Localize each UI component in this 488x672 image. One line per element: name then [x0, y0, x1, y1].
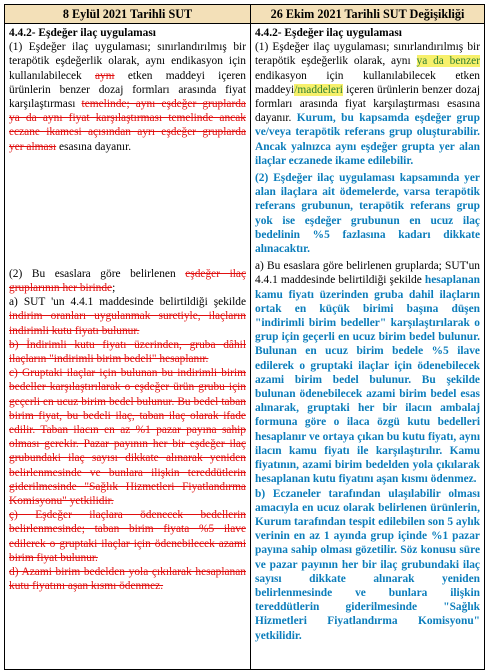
deleted-text: temelinde; aynı eşdeğer gruplarda ya da aynı fiyat karşılaştırması temelinde ancak eczane ikamesi açısından ayrı eşdeğer gruplarda yer alması	[9, 98, 246, 153]
text: a) Bu esaslara göre belirlenen gruplarda; SUT'un 4.4.1 maddesinde belirtildiği şekilde	[255, 260, 480, 287]
text: ;	[112, 282, 116, 295]
new-section-title: 4.4.2- Eşdeğer ilaç uygulaması	[255, 27, 402, 39]
old-paragraph-2	[9, 267, 246, 295]
deleted-text: aynı	[94, 69, 115, 82]
inserted-text: Kurum, bu kapsamda eşdeğer grup ve/veya terapötik referans grup oluşturabilir. Ancak yalnızca aynı eşdeğer grupta yer alan ilaçlar eczanede ikame edilebilir.	[255, 112, 480, 167]
text: (1) Eşdeğer ilaç uygulaması; sınırlandırılmış bir terapötik eşdeğerlik olarak, aynı endikasyon için kullanılabilecek	[9, 41, 246, 82]
text: (1) Eşdeğer ilaç uygulaması; sınırlandırılmış bir terapötik eşdeğerlik olarak, aynı	[255, 41, 480, 68]
old-item-b: b) İndirimli kutu fiyatı üzerinden, gruba dâhil ilaçların "indirimli birim bedeli" hesaplanır.	[9, 338, 246, 366]
old-item-d: d) Azami birim bedelden yola çıkılarak hesaplanan kutu fiyatını aşan kısmı ödenmez.	[9, 566, 246, 593]
old-section-title: 4.4.2- Eşdeğer ilaç uygulaması	[9, 27, 156, 39]
text: içeren ürünlerin benzer dozaj formları arasında fiyat karşılaştırması esasına dayanır.	[255, 83, 480, 125]
inserted-text: /maddeleri	[294, 83, 343, 96]
text: etken maddeyi içeren ürünlerin benzer dozaj formları arasında fiyat karşılaştırması	[9, 69, 246, 111]
blank-space	[9, 154, 246, 267]
inserted-text: ya da benzer	[416, 55, 480, 68]
deleted-text: eşdeğer ilaç gruplarının her birinde	[9, 267, 247, 295]
old-item-cc: ç) Eşdeğer ilaçlara ödenecek bedellerin belirlenmesinde; taban birim fiyata %5 ilave edilerek o gruptaki ilaçlar için ödenebilecek azami birim fiyat bulunur.	[9, 509, 246, 564]
header-old-version: 8 Eylül 2021 Tarihli SUT	[5, 5, 251, 24]
old-item-c: c) Gruptaki ilaçlar için bulunan bu indirimli birim bedeller karşılaştırılarak o eşdeğer ürün grubu için geçerli en ucuz birim bedel bulunur. Bu bedel taban birim fiyat, bu bedeli ilaç, taban ilaç olarak ifade edilir. Taban ilacın en az %1 pazar payına sahip olması gerekir. Pazar payının her bir eşdeğer ilaç grubundaki ilaç sayısı dikkate alınarak yeniden belirlenmesinde ve bunlara ilişkin tereddütlerin giderilmesinde "Sağlık Hizmetleri Fiyatlandırma Komisyonu" yetkilidir.	[9, 367, 246, 508]
text: (2) Bu esaslara göre belirlenen	[9, 267, 186, 280]
text: endikasyon için kullanılabilecek etken maddeyi	[255, 69, 480, 96]
new-version-column	[251, 24, 484, 669]
new-item-a	[255, 259, 480, 486]
header-new-version: 26 Ekim 2021 Tarihli SUT Değişikliği	[251, 5, 484, 24]
old-version-column	[5, 24, 251, 669]
new-paragraph-2: (2) Eşdeğer ilaç uygulaması kapsamında yer alan ilaçlara ait ödemelerde, varsa terapötik referans grubunun, terapötik referans grup yok ise eşdeğer grubunun en ucuz ilaç bedelinin %5 fazlasına kadarı dikkate alınacaktır.	[255, 172, 480, 256]
new-paragraph-1	[255, 40, 480, 168]
text: esasına dayanır.	[56, 140, 132, 153]
text: a) SUT 'un 4.4.1 maddesinde belirtildiği şekilde	[9, 296, 246, 309]
inserted-text: hesaplanan kamu fiyatı üzerinden gruba dahil ilaçların ortak en küçük birimi başına düşen "indirimli birim bedeller" karşılaştırılarak o grup için geçerli en ucuz birim bedel bulunur. Bulunan en ucuz birim bedele %5 ilave edilerek o gruptaki ilaçlar için ödenebilecek azami birim bedel bulunur. Bu şekilde bulunan ödenebilecek azami birim bedel esas alınarak, gruptaki her bir ilacın ambalaj formuna göre o ilaca özgü kutu bedelleri hesaplanır ve ortaya çıkan bu kutu fiyatı, aynı ilacın kamu fiyatı ile karşılaştırılır. Kamu fiyatının, azami birim bedelden yola çıkılarak hesaplanan kutu fiyatını aşan kısmı ödenmez.	[255, 274, 480, 486]
comparison-table	[4, 4, 485, 670]
old-item-a	[9, 295, 246, 338]
deleted-text: indirim oranları uygulanmak suretiyle, ilaçların indirimli kutu fiyatı bulunur.	[9, 310, 246, 337]
new-item-b: b) Eczaneler tarafından ulaşılabilir olması amacıyla en ucuz olarak belirlenen ürünlerin, Kurum tarafından tespit edilebilen son 5 aylık verinin en az 1 ayında grup içinde %1 pazar payına sahip olması gözetilir. Söz konusu süre ve pazar payının her bir ilaç grubundaki ilaç sayısı dikkate alınarak yeniden belirlenmesinde ve bunlara ilişkin tereddütlerin giderilmesinde "Sağlık Hizmetleri Fiyatlandırma Komisyonu" yetkilidir.	[255, 487, 480, 642]
old-paragraph-1	[9, 40, 246, 154]
